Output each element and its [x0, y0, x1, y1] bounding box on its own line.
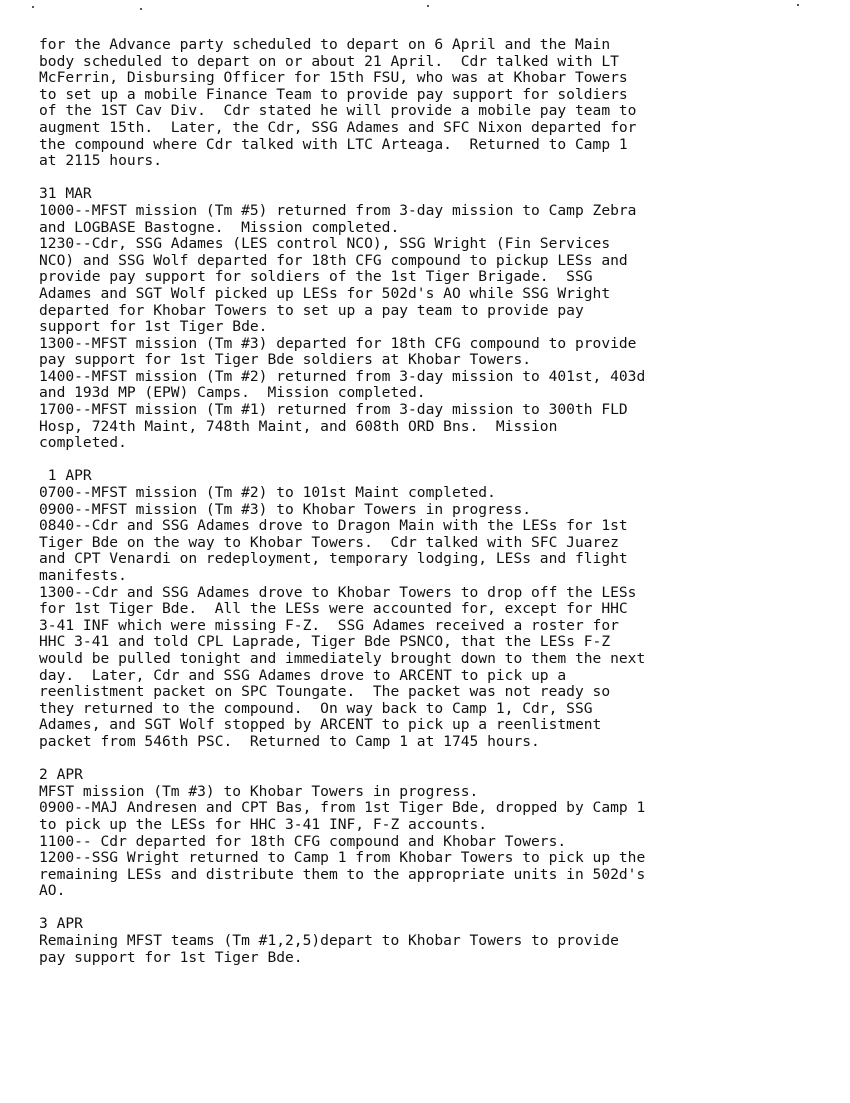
- text-line: pay support for 1st Tiger Bde soldiers at Khobar Towers.: [39, 351, 532, 369]
- text-line: to set up a mobile Finance Team to provide pay support for soldiers: [39, 85, 628, 103]
- paragraph-gap: [39, 751, 819, 768]
- document-body: [39, 37, 819, 966]
- text-line: they returned to the compound. On way back to Camp 1, Cdr, SSG: [39, 699, 593, 717]
- text-line: would be pulled tonight and immediately brought down to them the next: [39, 649, 646, 667]
- text-line: day. Later, Cdr and SSG Adames drove to ARCENT to pick up a: [39, 666, 567, 684]
- scan-speck: [427, 5, 429, 7]
- text-line: to pick up the LESs for HHC 3-41 INF, F-Z accounts.: [39, 815, 488, 833]
- text-line: and LOGBASE Bastogne. Mission completed.: [39, 218, 400, 236]
- text-line: 2 APR: [39, 766, 83, 784]
- text-line: Tiger Bde on the way to Khobar Towers. Cdr talked with SFC Juarez: [39, 533, 619, 551]
- text-line: 3-41 INF which were missing F-Z. SSG Adames received a roster for: [39, 616, 619, 634]
- text-line: NCO) and SSG Wolf departed for 18th CFG compound to pickup LESs and: [39, 251, 628, 269]
- text-line: McFerrin, Disbursing Officer for 15th FSU, who was at Khobar Towers: [39, 69, 628, 87]
- text-line: 0840--Cdr and SSG Adames drove to Dragon Main with the LESs for 1st: [39, 517, 628, 535]
- text-line: Adames and SGT Wolf picked up LESs for 502d's AO while SSG Wright: [39, 284, 611, 302]
- text-line: 1200--SSG Wright returned to Camp 1 from Khobar Towers to pick up the: [39, 849, 646, 867]
- text-line: at 2115 hours.: [39, 152, 163, 170]
- text-line: for 1st Tiger Bde. All the LESs were accounted for, except for HHC: [39, 600, 628, 618]
- text-line: Remaining MFST teams (Tm #1,2,5)depart to Khobar Towers to provide: [39, 932, 619, 950]
- paragraph: [39, 916, 819, 966]
- scan-speck: [32, 6, 34, 8]
- text-line: 1700--MFST mission (Tm #1) returned from 3-day mission to 300th FLD: [39, 401, 628, 419]
- text-line: 31 MAR: [39, 185, 92, 203]
- text-line: 1400--MFST mission (Tm #2) returned from 3-day mission to 401st, 403d: [39, 367, 646, 385]
- text-line: for the Advance party scheduled to depart on 6 April and the Main: [39, 36, 611, 53]
- text-line: and 193d MP (EPW) Camps. Mission completed.: [39, 384, 426, 402]
- text-line: 0900--MAJ Andresen and CPT Bas, from 1st Tiger Bde, dropped by Camp 1: [39, 799, 646, 817]
- scan-speck: [797, 4, 799, 6]
- text-line: manifests.: [39, 567, 127, 584]
- text-line: remaining LESs and distribute them to the appropriate units in 502d's: [39, 865, 646, 883]
- text-line: departed for Khobar Towers to set up a pay team to provide pay: [39, 301, 584, 319]
- text-line: augment 15th. Later, the Cdr, SSG Adames and SFC Nixon departed for: [39, 118, 637, 136]
- text-line: AO.: [39, 882, 66, 900]
- text-line: 0900--MFST mission (Tm #3) to Khobar Towers in progress.: [39, 500, 532, 518]
- text-line: and CPT Venardi on redeployment, temporary lodging, LESs and flight: [39, 550, 628, 568]
- paragraph-gap: [39, 170, 819, 187]
- paragraph: [39, 468, 819, 750]
- paragraph-gap: [39, 900, 819, 917]
- paragraph-gap: [39, 452, 819, 469]
- text-line: 1230--Cdr, SSG Adames (LES control NCO), SSG Wright (Fin Services: [39, 235, 611, 253]
- text-line: of the 1ST Cav Div. Cdr stated he will provide a mobile pay team to: [39, 102, 637, 120]
- text-line: 0700--MFST mission (Tm #2) to 101st Maint completed.: [39, 484, 496, 502]
- text-line: 1300--MFST mission (Tm #3) departed for 18th CFG compound to provide: [39, 334, 637, 352]
- text-line: reenlistment packet on SPC Toungate. The packet was not ready so: [39, 683, 611, 701]
- paragraph: [39, 186, 819, 452]
- text-line: Hosp, 724th Maint, 748th Maint, and 608th ORD Bns. Mission: [39, 417, 558, 435]
- paragraph: [39, 37, 819, 170]
- text-line: support for 1st Tiger Bde.: [39, 318, 268, 336]
- text-line: 1100-- Cdr departed for 18th CFG compound and Khobar Towers.: [39, 832, 567, 850]
- text-line: 1300--Cdr and SSG Adames drove to Khobar Towers to drop off the LESs: [39, 583, 637, 601]
- text-line: MFST mission (Tm #3) to Khobar Towers in progress.: [39, 782, 479, 800]
- text-line: completed.: [39, 434, 127, 452]
- text-line: 1000--MFST mission (Tm #5) returned from 3-day mission to Camp Zebra: [39, 201, 637, 219]
- text-line: body scheduled to depart on or about 21 April. Cdr talked with LT: [39, 52, 619, 70]
- text-line: provide pay support for soldiers of the 1st Tiger Brigade. SSG: [39, 268, 593, 286]
- text-line: packet from 546th PSC. Returned to Camp 1 at 1745 hours.: [39, 732, 540, 750]
- text-line: the compound where Cdr talked with LTC Arteaga. Returned to Camp 1: [39, 135, 628, 153]
- paragraph: [39, 767, 819, 900]
- text-line: 1 APR: [39, 467, 92, 485]
- text-line: HHC 3-41 and told CPL Laprade, Tiger Bde PSNCO, that the LESs F-Z: [39, 633, 611, 651]
- text-line: Adames, and SGT Wolf stopped by ARCENT to pick up a reenlistment: [39, 716, 602, 734]
- scan-speck: [140, 8, 142, 10]
- text-line: 3 APR: [39, 915, 83, 933]
- text-line: pay support for 1st Tiger Bde.: [39, 948, 303, 966]
